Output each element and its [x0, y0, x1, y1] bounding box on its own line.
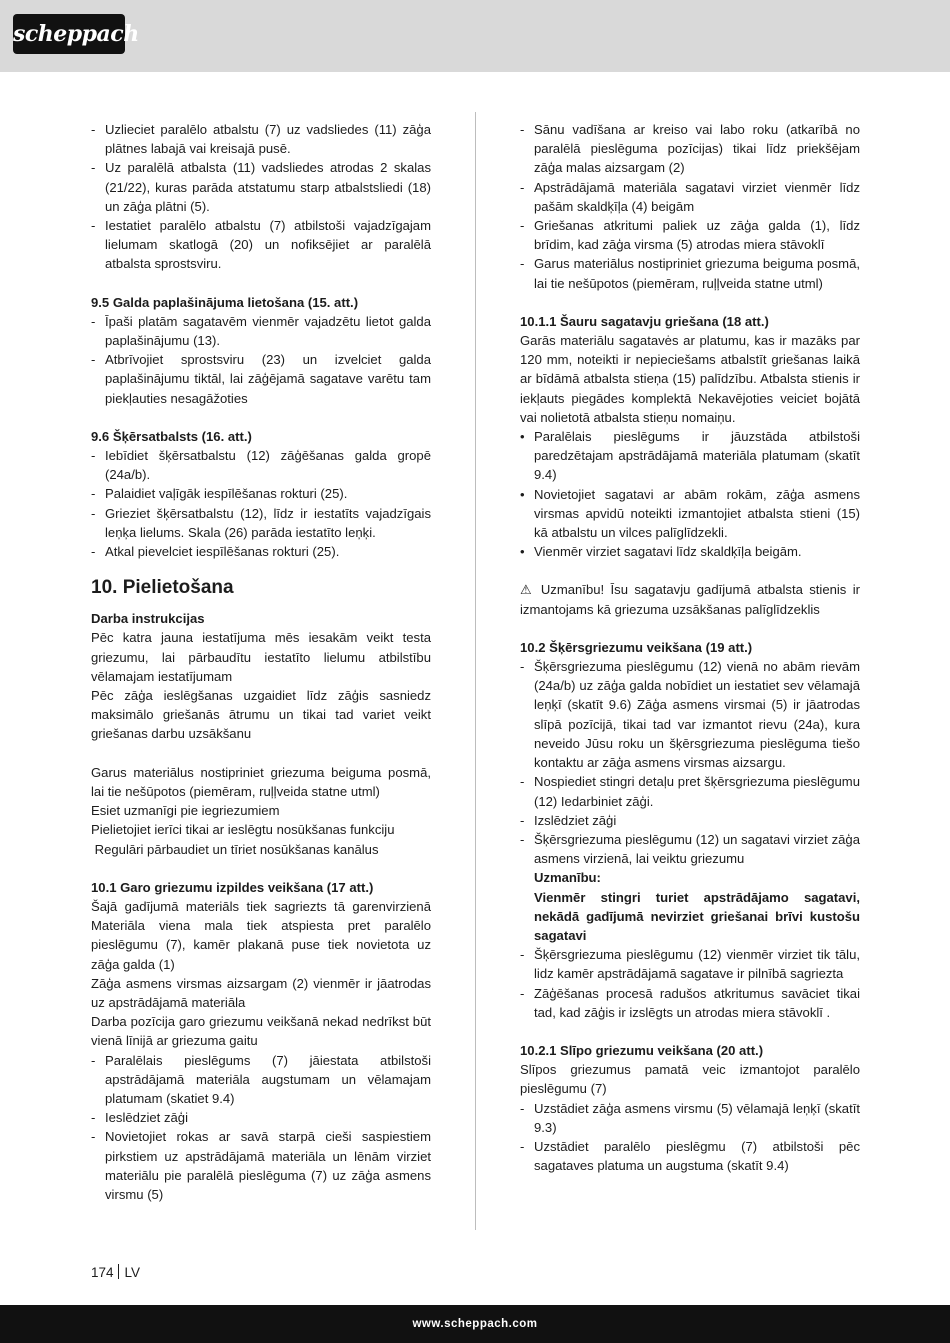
- paragraph: Regulāri pārbaudiet un tīriet nosūkšanas kanālus: [91, 841, 379, 857]
- paragraph: Darba pozīcija garo griezumu veikšanā nekad nedrīkst būt vienā līnijā ar griezuma gaitu: [91, 1014, 431, 1049]
- subheading-work-instructions: Darba instrukcijas: [91, 611, 205, 627]
- list-item: - Šķērsgriezuma pieslēgumu (12) vienā no abām rievām (24a/b) uz zāģa galda nobīdiet un iestatiet sev vēlamajā leņķī (skatīt 9.6) Zāģa asmens virsmai (5) ir jāatrodas slīpā pozīcijā, tikai tad var izmantot rievu (24a), kura neveido Jūsu roku un šķērsgriezuma pieslēguma tiešo kontaktu ar zāģa asmens virsmas aizsargu.: [520, 657, 860, 772]
- paragraph: Pēc zāģa ieslēgšanas uzgaidiet līdz zāģis sasniedz maksimālo griešanās ātrumu un tikai tad variet veikt griešanas darbu uzsākšanu: [91, 688, 431, 742]
- list-item: - Šķērsgriezuma pieslēgumu (12) un sagatavi virziet zāģa asmens virzienā, lai veiktu griezumu: [520, 830, 860, 868]
- section-heading-10-1: 10.1 Garo griezumu izpildes veikšana (17 att.): [91, 879, 374, 895]
- paragraph: Pielietojiet ierīci tikai ar ieslēgtu nosūkšanas funkciju: [91, 822, 395, 838]
- warning-note: ⚠ Uzmanību! Īsu sagatavju gadījumā atbalsta stienis ir izmantojams kā griezuma uzsākšanas palīglīdzeklis: [520, 582, 860, 617]
- section-heading-10-2: 10.2 Šķērsgriezumu veikšana (19 att.): [520, 639, 753, 655]
- list-item: - Šķērsgriezuma pieslēgumu (12) vienmēr virziet tik tālu, lidz kamēr apstrādājamā sagatave ir pilnībā sagriezta: [520, 945, 860, 983]
- list-item: - Uzstādiet zāģa asmens virsmu (5) vēlamajā leņķī (skatīt 9.3): [520, 1099, 860, 1137]
- paragraph: Slīpos griezumus pamatā veic izmantojot paralēlo pieslēgumu (7): [520, 1062, 860, 1097]
- list-item: - Paralēlais pieslēgums (7) jāiestata atbilstoši apstrādājamā materiāla augstumam un vēlamajam platumam (skatiet 9.4): [91, 1051, 431, 1109]
- list-item: - Nospiediet stingri detaļu pret šķērsgriezuma pieslēgumu (12) Iedarbiniet zāģi.: [520, 772, 860, 810]
- bullet-item: • Paralēlais pieslēgums ir jāuzstāda atbilstoši paredzētajam apstrādājamā materiāla platumam (skatīt 9.4): [520, 427, 860, 485]
- paragraph: Garus materiālus nostipriniet griezuma beiguma posmā, lai tie nešūpotos (piemēram, ruļļveida statne utml): [91, 764, 431, 799]
- list-item: - Izslēdziet zāģi: [520, 811, 860, 830]
- header-bar: [0, 0, 950, 72]
- list-item: - Palaidiet vaļīgāk iespīlēšanas rokturi (25).: [91, 484, 431, 503]
- paragraph: Garās materiālu sagatavės ar platumu, kas ir mazāks par 120 mm, noteikti ir nepieciešams atbalstīt griešanas laikā ar bīdāmā atbalsta stieņa (15) palīdzību. Atbalsta stienis ir iekļauts piegādes komplektā Nekavējoties veiciet bojātā vai nolietotā atbalsta stieņu nomaiņu.: [520, 333, 860, 425]
- paragraph: Esiet uzmanīgi pie iegriezumiem: [91, 803, 280, 819]
- footer-separator: [118, 1264, 119, 1279]
- paragraph: Šajā gadījumā materiāls tiek sagriezts tā garenvirzienā Materiāla viena mala tiek atspiesta pret paralēlo pieslēgumu (7), kamēr plakanā puse tiek novietota uz zāģa galda (1): [91, 898, 431, 972]
- list-item: - Īpaši platām sagatavēm vienmēr vajadzētu lietot galda paplašinājumu (13).: [91, 312, 431, 350]
- list-item: - Garus materiālus nostipriniet griezuma beiguma posmā, lai tie nešūpotos (piemēram, ruļļveida statne utml): [520, 254, 860, 292]
- list-item: - Iestatiet paralēlo atbalstu (7) atbilstoši vajadzīgajam lielumam skatlogā (20) un nofiksējiet ar paralēlā atbalsta sprostsviru.: [91, 216, 431, 274]
- list-item: - Apstrādājamā materiāla sagatavi virziet vienmēr līdz pašām skaldķīļa (4) beigām: [520, 178, 860, 216]
- right-column: [520, 120, 860, 1175]
- list-item: - Atkal pievelciet iespīlēšanas rokturi (25).: [91, 542, 431, 561]
- caution-text: Vienmēr stingri turiet apstrādājamo sagatavi, nekādā gadījumā nevirziet griešanai brīvi kustošu sagatavi: [534, 889, 860, 943]
- section-heading-9-6: 9.6 Šķērsatbalsts (16. att.): [91, 428, 252, 444]
- caution-label: Uzmanību:: [534, 870, 601, 886]
- list-item: - Ieslēdziet zāģi: [91, 1108, 431, 1127]
- column-divider: [475, 112, 476, 1230]
- list-item: - Zāģēšanas procesā radušos atkritumus savāciet tikai tad, kad zāģis ir izslēgts un atrodas miera stāvoklī .: [520, 984, 860, 1022]
- list-item: - Uzstādiet paralēlo pieslēgmu (7) atbilstoši pēc sagataves platuma un augstuma (skatīt 9.4): [520, 1137, 860, 1175]
- section-heading-10-2-1: 10.2.1 Slīpo griezumu veikšana (20 att.): [520, 1042, 764, 1058]
- left-column: [91, 120, 431, 1204]
- bullet-item: • Novietojiet sagatavi ar abām rokām, zāģa asmens virsmas apvidū noteikti izmantojiet atbalsta stieni (15) kā atbalstu un vilces palīglīdzekli.: [520, 485, 860, 543]
- page-footer: [91, 1264, 140, 1280]
- section-heading-9-5: 9.5 Galda paplašinājuma lietošana (15. att.): [91, 294, 359, 310]
- page-number: 174: [91, 1265, 114, 1280]
- list-item: - Griešanas atkritumi paliek uz zāģa galda (1), līdz brīdim, kad zāģa virsma (5) atrodas miera stāvoklī: [520, 216, 860, 254]
- section-heading-10-1-1: 10.1.1 Šauru sagatavju griešana (18 att.): [520, 313, 769, 329]
- paragraph: Zāģa asmens virsmas aizsargam (2) vienmēr ir jāatrodas uz apstrādājamā materiāla: [91, 975, 431, 1010]
- bullet-item: • Vienmēr virziet sagatavi līdz skaldķīļa beigām.: [520, 542, 860, 561]
- list-item: - Novietojiet rokas ar savā starpā cieši saspiestiem pirkstiem uz apstrādājamā materiāla un lēnām virziet materiālu pie paralēlā pieslēguma (7) uz zāģa asmens virsmu (5): [91, 1127, 431, 1204]
- list-item: - Atbrīvojiet sprostsviru (23) un izvelciet galda paplašinājumu tiktāl, lai zāģējamā sagatave varētu tam piekļauties nesagāžoties: [91, 350, 431, 408]
- list-item: - Grieziet šķērsatbalstu (12), līdz ir iestatīts vajadzīgais leņķa lielums. Skala (26) parāda iestatīto leņķi.: [91, 504, 431, 542]
- list-item: - Uz paralēlā atbalsta (11) vadsliedes atrodas 2 skalas (21/22), kuras parāda atstatumu starp atbalstsliedi (18) un zāģa plātni (5).: [91, 158, 431, 216]
- list-item: - Uzlieciet paralēlo atbalstu (7) uz vadsliedes (11) zāģa plātnes labajā vai kreisajā pusē.: [91, 120, 431, 158]
- scheppach-logo: scheppach: [13, 14, 125, 54]
- list-item: - Sānu vadīšana ar kreiso vai labo roku (atkarībā no paralēlā pieslēguma pozīcijas) tikai līdz priekšējam zāģa malas aizsargam (2): [520, 120, 860, 178]
- website-url[interactable]: www.scheppach.com: [412, 1318, 538, 1330]
- language-code: LV: [124, 1265, 141, 1280]
- list-item: - Iebīdiet šķērsatbalstu (12) zāģēšanas galda gropē (24a/b).: [91, 446, 431, 484]
- paragraph: Pēc katra jauna iestatījuma mēs iesakām veikt testa griezumu, lai pārbaudītu iestatīto lielumu atbilstību vēlamajam iestatījumam: [91, 630, 431, 684]
- chapter-heading-10: 10. Pielietošana: [91, 577, 234, 599]
